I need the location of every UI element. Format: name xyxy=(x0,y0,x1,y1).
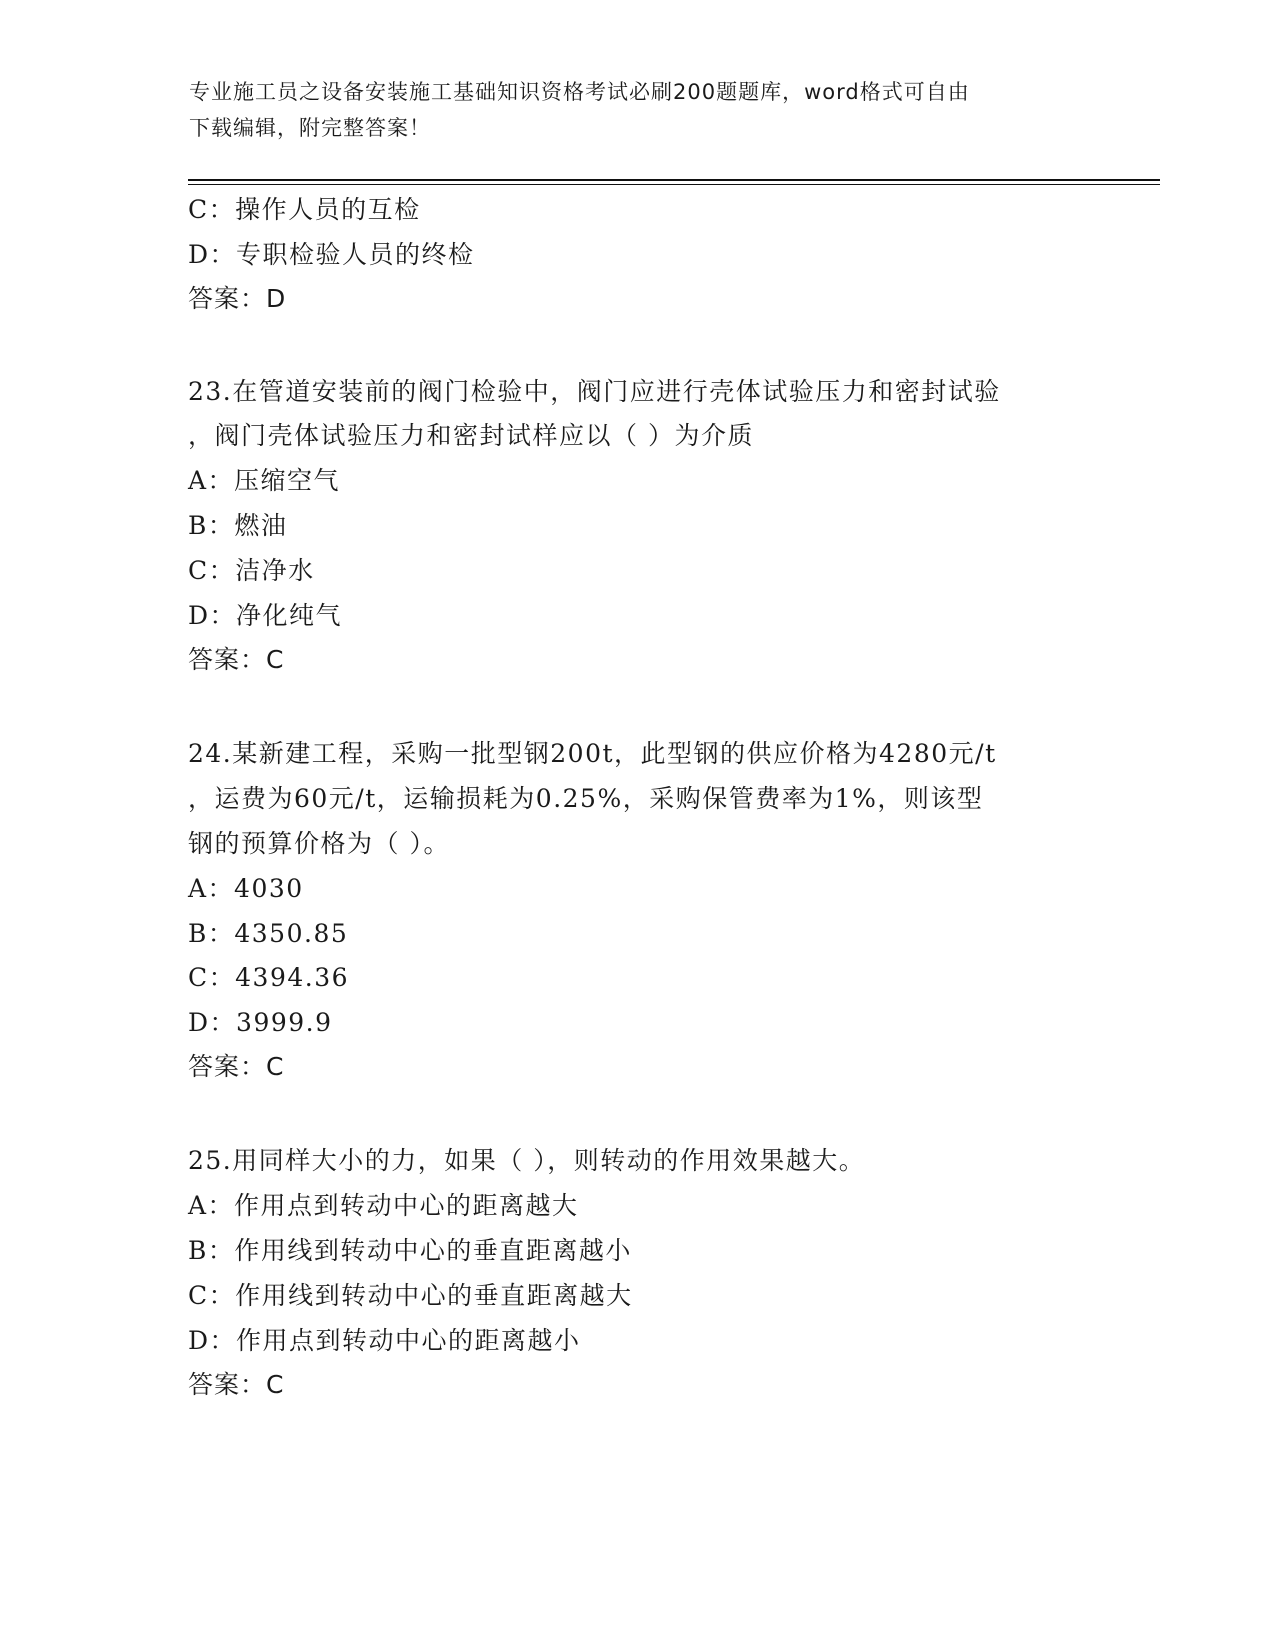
q25-option-c: C：作用线到转动中心的垂直距离越大 xyxy=(188,1281,633,1310)
q24-stem-line-1: 24.某新建工程，采购一批型钢200t，此型钢的供应价格为4280元/t xyxy=(188,739,997,768)
header-line-1: 专业施工员之设备安装施工基础知识资格考试必刷200题题库，word格式可自由 xyxy=(189,80,970,104)
q24-answer: 答案：C xyxy=(188,1052,285,1081)
document-header xyxy=(189,74,1089,146)
q23-stem-line-2: ，阀门壳体试验压力和密封试样应以（ ）为介质 xyxy=(188,421,754,450)
q24-option-c: C：4394.36 xyxy=(188,963,350,992)
q24-stem-line-2: ，运费为60元/t，运输损耗为0.25%，采购保管费率为1%，则该型 xyxy=(188,784,984,813)
header-rule-thick xyxy=(188,179,1160,181)
q24-option-b: B：4350.85 xyxy=(188,919,349,948)
q22-option-d: D：专职检验人员的终检 xyxy=(188,240,475,269)
q25-answer: 答案：C xyxy=(188,1370,285,1399)
q23-answer: 答案：C xyxy=(188,645,285,674)
header-line-2: 下载编辑，附完整答案！ xyxy=(189,116,431,140)
q24-option-a: A：4030 xyxy=(188,874,304,903)
q24-stem-line-3: 钢的预算价格为（ ）。 xyxy=(188,829,450,858)
q25-stem-line-1: 25.用同样大小的力，如果（ ），则转动的作用效果越大。 xyxy=(188,1146,866,1175)
q25-option-d: D：作用点到转动中心的距离越小 xyxy=(188,1326,581,1355)
q23-stem-line-1: 23.在管道安装前的阀门检验中，阀门应进行壳体试验压力和密封试验 xyxy=(188,377,1001,406)
q23-option-a: A：压缩空气 xyxy=(188,466,341,495)
q22-option-c: C：操作人员的互检 xyxy=(188,195,421,224)
q25-option-b: B：作用线到转动中心的垂直距离越小 xyxy=(188,1236,632,1265)
q23-option-c: C：洁净水 xyxy=(188,556,315,585)
header-rule-thin xyxy=(188,184,1160,185)
q23-option-d: D：净化纯气 xyxy=(188,601,343,630)
q24-option-d: D：3999.9 xyxy=(188,1008,333,1037)
q23-option-b: B：燃油 xyxy=(188,511,288,540)
q25-option-a: A：作用点到转动中心的距离越大 xyxy=(188,1191,579,1220)
q22-answer: 答案：D xyxy=(188,284,287,313)
